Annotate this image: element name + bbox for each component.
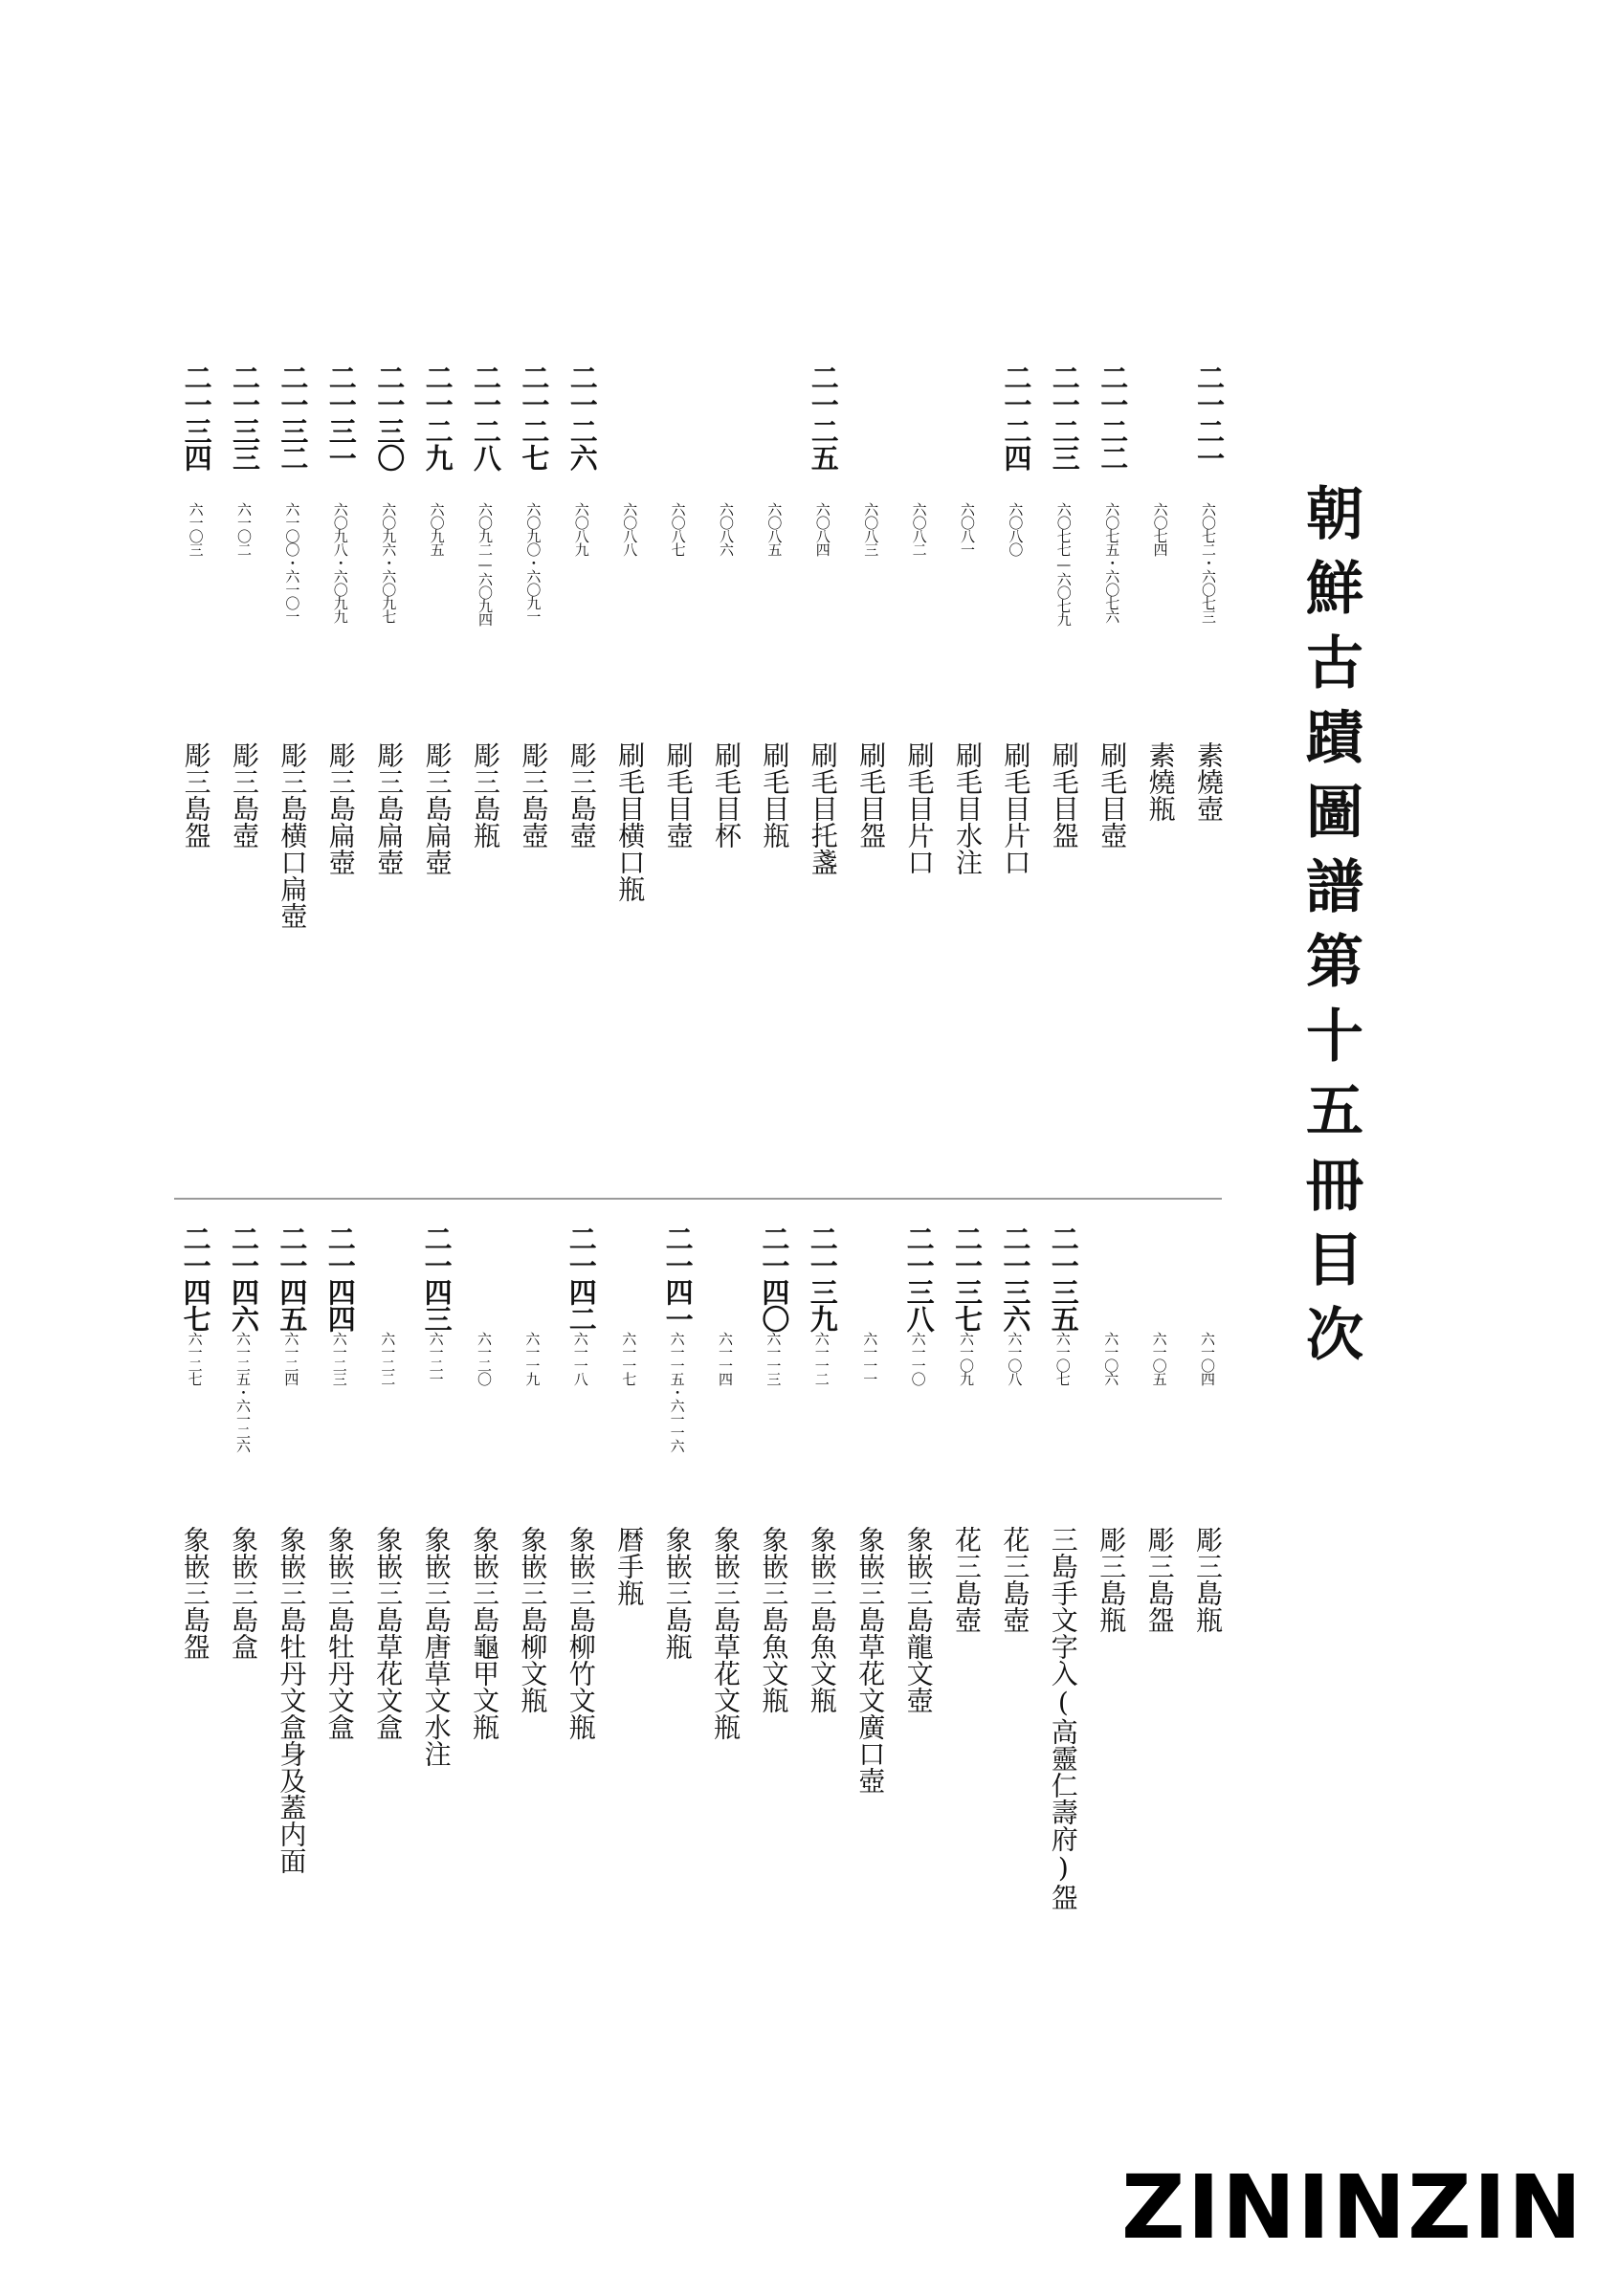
page-number: 六〇八一	[959, 502, 976, 556]
item-name: 彫三島壺	[565, 741, 598, 849]
plate-number: 二一三八	[902, 1225, 936, 1332]
page-number: 六一一〇	[909, 1332, 927, 1385]
item-name: 彫三島扁壺	[324, 741, 357, 875]
item-name: 象嵌三島瓶	[661, 1526, 694, 1660]
section-divider	[174, 1198, 1222, 1200]
item-name: 象嵌三島牡丹文盒	[323, 1526, 356, 1740]
plate-number: 二一四六	[228, 1225, 260, 1332]
item-name: 刷毛目杯	[711, 741, 742, 849]
page-number: 六〇九五	[428, 502, 446, 556]
plate-number: 二一四一	[661, 1225, 695, 1332]
plate-number: 二一二四	[1000, 364, 1033, 471]
item-name: 刷毛目壺	[1096, 741, 1129, 849]
item-name: 三島手文字入(高靈仁壽府)盌	[1047, 1526, 1079, 1910]
page-title: 朝鮮古蹟圖譜第十五冊目次	[1296, 483, 1363, 1379]
plate-number: 二一二九	[421, 364, 454, 471]
page-number: 六一二五・六一二六	[234, 1332, 252, 1452]
item-name: 刷毛目瓶	[759, 741, 791, 849]
plate-number: 二一三九	[806, 1225, 839, 1332]
plate-number: 二一四五	[276, 1225, 309, 1332]
page-number: 六〇七七—六〇七九	[1054, 502, 1073, 626]
page-number: 六〇七四	[1151, 502, 1169, 556]
plate-number: 二一二二	[1096, 364, 1130, 471]
page-number: 六〇八六	[718, 502, 735, 556]
page-number: 六〇九八・六〇九九	[331, 502, 349, 623]
plate-number: 二一二五	[807, 364, 840, 471]
plate-number: 二一二一	[1193, 364, 1226, 471]
item-name: 刷毛目壺	[662, 741, 695, 849]
item-name: 刷毛目片口	[1000, 741, 1032, 875]
page-number: 六一二二	[379, 1332, 397, 1385]
page-number: 六〇八八	[621, 502, 639, 556]
item-name: 暦手瓶	[613, 1526, 646, 1606]
item-name: 刷毛目片口	[903, 741, 936, 875]
item-name: 刷毛目盌	[1048, 741, 1080, 849]
page-number: 六一〇九	[958, 1332, 975, 1385]
page-number: 六一一四	[717, 1332, 734, 1385]
item-name: 彫三島瓶	[1096, 1526, 1128, 1633]
item-name: 象嵌三島唐草文水注	[420, 1526, 453, 1767]
plate-number: 二一三七	[951, 1225, 984, 1332]
page-number: 六一一七	[620, 1332, 638, 1385]
plate-number: 二一四〇	[758, 1225, 791, 1332]
plate-number: 二一二八	[470, 364, 502, 471]
page-number: 六〇七二・六〇七三	[1200, 502, 1217, 623]
item-name: 象嵌三島盒	[228, 1526, 259, 1660]
page-number: 六〇九〇・六〇九一	[524, 502, 543, 623]
plate-number: 二一三六	[999, 1225, 1032, 1332]
item-name: 刷毛目横口瓶	[614, 741, 647, 902]
item-name: 象嵌三島柳文瓶	[517, 1526, 549, 1713]
page-number: 六一一五・六一一六	[668, 1332, 686, 1452]
plate-number: 二一三五	[1047, 1225, 1080, 1332]
page-number: 六一〇〇・六一〇一	[283, 502, 301, 623]
item-name: 刷毛目水注	[952, 741, 984, 875]
plate-number: 二一二六	[565, 364, 599, 471]
plate-number: 二一四七	[179, 1225, 212, 1332]
item-name: 花三島壺	[999, 1526, 1031, 1633]
page-number: 六一一八	[571, 1332, 589, 1385]
page-number: 六一〇七	[1053, 1332, 1072, 1385]
page-number: 六〇八四	[813, 502, 831, 556]
page-number: 六一〇三	[187, 502, 205, 556]
item-name: 彫三島扁壺	[373, 741, 406, 875]
item-name: 象嵌三島草花文瓶	[710, 1526, 742, 1740]
item-name: 素燒壺	[1193, 741, 1225, 822]
page-number: 六一一三	[764, 1332, 783, 1385]
item-name: 素燒瓶	[1144, 741, 1177, 822]
item-name: 彫三島横口扁壺	[277, 741, 309, 929]
plate-number: 二一三四	[180, 364, 213, 471]
plate-number: 二一三二	[277, 364, 310, 471]
page-number: 六〇七五・六〇七六	[1103, 502, 1121, 623]
page-number: 六一二一	[427, 1332, 445, 1385]
page-number: 六一一二	[812, 1332, 831, 1385]
page-number: 六一二四	[282, 1332, 300, 1385]
plate-number: 二一四二	[565, 1225, 598, 1332]
plate-number: 二一三〇	[373, 364, 407, 471]
plate-number: 二一四四	[323, 1225, 357, 1332]
page-number: 六一〇二	[235, 502, 253, 556]
item-name: 象嵌三島柳竹文瓶	[565, 1526, 597, 1740]
item-name: 刷毛目盌	[855, 741, 888, 849]
item-name: 象嵌三島龜甲文瓶	[469, 1526, 500, 1740]
item-name: 象嵌三島牡丹文盒身及蓋内面	[276, 1526, 308, 1874]
watermark-logo: ZININZIN	[1121, 2156, 1584, 2259]
page-number: 六一二七	[186, 1332, 204, 1385]
page-number: 六〇八九	[572, 502, 590, 556]
item-name: 象嵌三島草花文盒	[372, 1526, 405, 1740]
page-number: 六一一九	[523, 1332, 542, 1385]
plate-number: 二一三一	[324, 364, 358, 471]
item-name: 象嵌三島龍文壺	[902, 1526, 935, 1713]
item-name: 彫三島瓶	[470, 741, 501, 849]
item-name: 彫三島盌	[180, 741, 212, 849]
plate-number: 二一二三	[1048, 364, 1081, 471]
plate-number: 二一二七	[518, 364, 551, 471]
item-name: 彫三島壺	[229, 741, 260, 849]
item-name: 象嵌三島盌	[179, 1526, 211, 1660]
item-name: 象嵌三島魚文瓶	[806, 1526, 838, 1713]
item-name: 象嵌三島草花文廣口壺	[854, 1526, 887, 1794]
page-number: 六〇八五	[765, 502, 784, 556]
page-number: 六〇八二	[910, 502, 928, 556]
page-number: 六〇九六・六〇九七	[380, 502, 398, 623]
item-name: 彫三島扁壺	[421, 741, 454, 875]
page-number: 六〇八三	[862, 502, 880, 556]
page-number: 六一〇六	[1102, 1332, 1120, 1385]
item-name: 花三島壺	[951, 1526, 983, 1633]
item-name: 刷毛目托盞	[807, 741, 839, 875]
plate-number: 二一三三	[229, 364, 261, 471]
plate-number: 二一四三	[420, 1225, 454, 1332]
page-number: 六〇八七	[669, 502, 687, 556]
page-number: 六〇九二—六〇九四	[476, 502, 494, 626]
page-number: 六〇八〇	[1007, 502, 1025, 556]
item-name: 象嵌三島魚文瓶	[758, 1526, 790, 1713]
page-number: 六一一一	[861, 1332, 879, 1385]
page-number: 六一〇五	[1150, 1332, 1168, 1385]
page-number: 六一〇四	[1199, 1332, 1216, 1385]
page-number: 六一〇八	[1006, 1332, 1024, 1385]
page-number: 六一二三	[330, 1332, 348, 1385]
page-number: 六一二〇	[476, 1332, 493, 1385]
item-name: 彫三島壺	[518, 741, 550, 849]
item-name: 彫三島瓶	[1192, 1526, 1224, 1633]
item-name: 彫三島盌	[1143, 1526, 1176, 1633]
